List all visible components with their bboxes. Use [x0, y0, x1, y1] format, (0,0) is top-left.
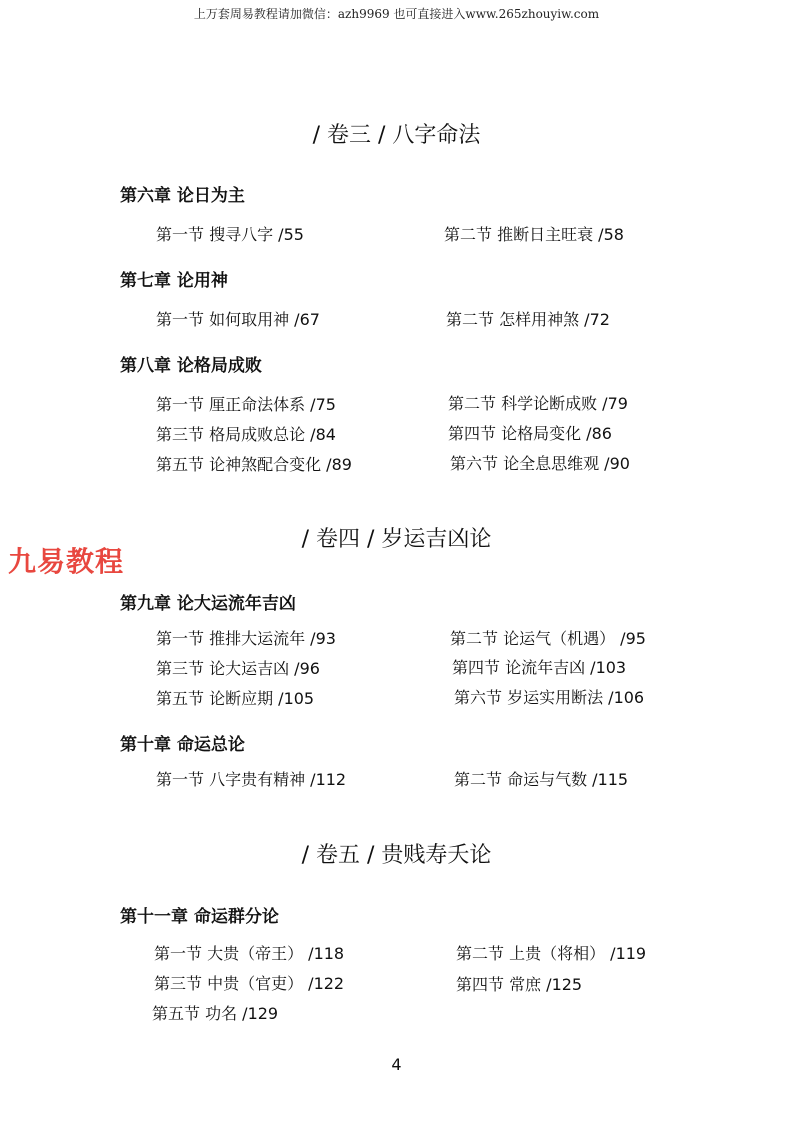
section-entry: 第四节 论流年吉凶 /103	[452, 658, 627, 677]
section-entry: 第一节 厘正命法体系 /75	[156, 395, 336, 414]
chapter-title: 第十章 命运总论	[120, 735, 245, 755]
chapter-title: 第九章 论大运流年吉凶	[120, 594, 296, 614]
chapter-title: 第十一章 命运群分论	[120, 907, 279, 927]
section-entry: 第三节 论大运吉凶 /96	[156, 659, 320, 678]
section-entry: 第四节 论格局变化 /86	[448, 424, 612, 443]
header-watermark: 上万套周易教程请加微信：azh9969 也可直接进入www.265zhouyiw.com	[193, 7, 600, 21]
section-entry: 第二节 推断日主旺衰 /58	[444, 225, 624, 244]
brand-stamp: 九易教程	[8, 545, 125, 578]
chapter-title: 第七章 论用神	[120, 271, 228, 291]
section-entry: 第五节 论神煞配合变化 /89	[156, 455, 352, 474]
section-entry: 第一节 搜寻八字 /55	[156, 225, 304, 244]
page-number: 4	[391, 1055, 402, 1074]
chapter-title: 第八章 论格局成败	[120, 356, 262, 376]
volume-title: / 卷四 / 岁运吉凶论	[301, 527, 492, 552]
volume-title: / 卷三 / 八字命法	[312, 123, 481, 148]
section-entry: 第三节 格局成败总论 /84	[156, 425, 336, 444]
section-entry: 第三节 中贵（官吏） /122	[154, 974, 345, 993]
section-entry: 第六节 论全息思维观 /90	[450, 454, 630, 473]
section-entry: 第四节 常庶 /125	[456, 975, 583, 994]
volume-title: / 卷五 / 贵贱寿夭论	[301, 843, 492, 868]
section-entry: 第二节 科学论断成败 /79	[448, 394, 628, 413]
section-entry: 第五节 论断应期 /105	[156, 689, 315, 708]
section-entry: 第六节 岁运实用断法 /106	[454, 688, 645, 707]
section-entry: 第一节 大贵（帝王） /118	[154, 944, 345, 963]
section-entry: 第五节 功名 /129	[152, 1004, 279, 1023]
section-entry: 第二节 命运与气数 /115	[454, 770, 629, 789]
chapter-title: 第六章 论日为主	[120, 186, 245, 206]
section-entry: 第二节 上贵（将相） /119	[456, 944, 647, 963]
section-entry: 第一节 八字贵有精神 /112	[156, 770, 347, 789]
section-entry: 第二节 怎样用神煞 /72	[446, 310, 610, 329]
section-entry: 第二节 论运气（机遇） /95	[450, 629, 646, 648]
section-entry: 第一节 推排大运流年 /93	[156, 629, 336, 648]
section-entry: 第一节 如何取用神 /67	[156, 310, 320, 329]
